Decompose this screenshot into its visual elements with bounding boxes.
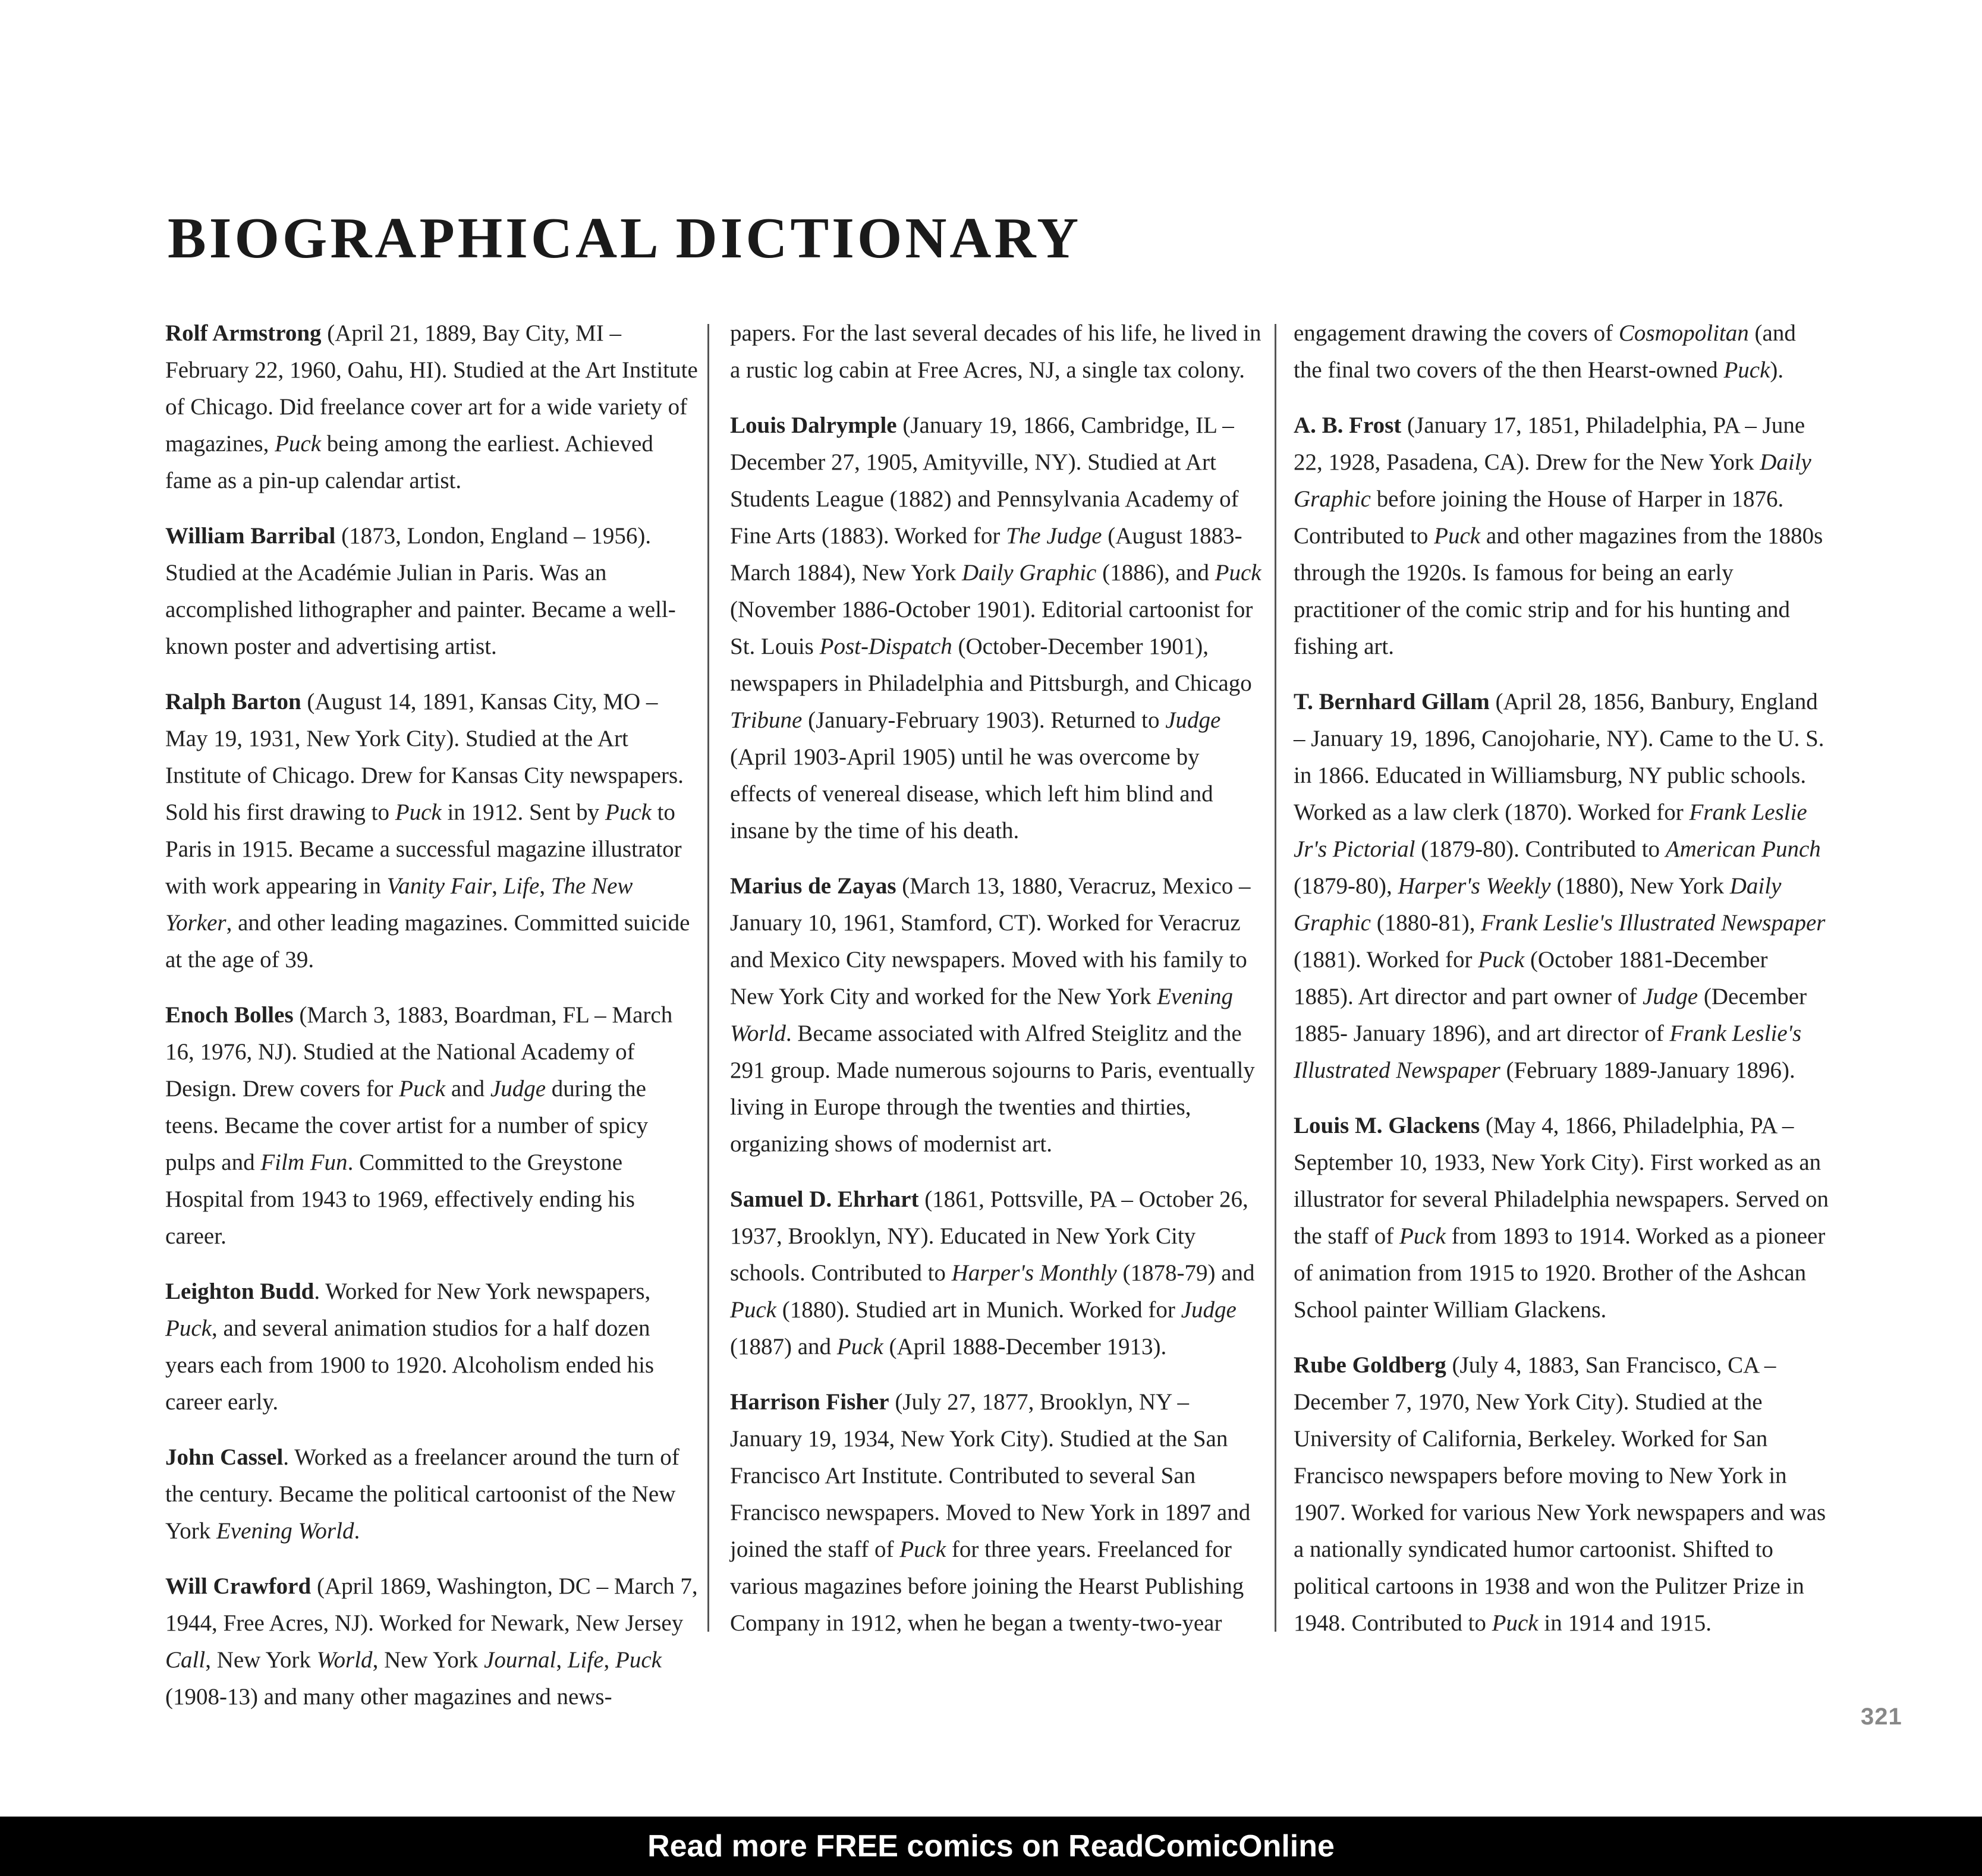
bio-entry-text: (February 1889-January 1896). bbox=[1500, 1057, 1795, 1083]
bio-entry-text: (October 1881-December 1885). Art director and part owner of bbox=[1294, 947, 1768, 1009]
publication-title: Puck bbox=[1492, 1610, 1539, 1636]
bio-entry-text: (April 1869, Washington, DC – March 7, 1944, Free Acres, NJ). Worked for Newark, New Jersey bbox=[165, 1573, 698, 1636]
bio-entry-text: (April 21, 1889, Bay City, MI – February 22, 1960, Oahu, HI). Studied at the Art Institute of Chicago. Did freelance cover art for a wide variety of magazines, bbox=[165, 320, 698, 457]
bio-entry-text: (and the final two covers of the then Hearst-owned bbox=[1294, 320, 1796, 383]
bio-entry-name: T. Bernhard Gillam bbox=[1294, 689, 1490, 714]
bio-entry-text: , bbox=[539, 873, 551, 899]
bio-entry-text: from 1893 to 1914. Worked as a pioneer of animation from 1915 to 1920. Brother of the Ashcan School painter William Glackens. bbox=[1294, 1223, 1826, 1323]
publication-title: Puck bbox=[1434, 523, 1481, 549]
bio-entry bbox=[730, 1384, 1265, 1642]
bio-entry-name: Will Crawford bbox=[165, 1573, 312, 1599]
publication-title: Call bbox=[165, 1647, 206, 1673]
publication-title: Puck bbox=[615, 1647, 662, 1673]
bio-entry bbox=[730, 407, 1265, 849]
bio-entry-text: (1908-13) and many other magazines and news- bbox=[165, 1684, 612, 1710]
bio-entry-text: (July 4, 1883, San Francisco, CA – December 7, 1970, New York City). Studied at the University of California, Berkeley. Worked for San Francisco newspapers before moving to New York in 1907. Worked for various New York newspapers and was a nationally syndicated humor cartoonist. Shifted to political cartoons in 1938 and won the Pulitzer Prize in 1948. Contributed to bbox=[1294, 1352, 1826, 1636]
bio-entry-name: Leighton Budd bbox=[165, 1279, 314, 1304]
bio-entry bbox=[165, 684, 700, 978]
bio-entry-text: (April 1888-December 1913). bbox=[883, 1334, 1167, 1359]
bio-entry bbox=[1294, 407, 1829, 665]
bio-entry-text: . Committed to the Greystone Hospital from 1943 to 1969, effectively ending his career. bbox=[165, 1150, 635, 1249]
bio-entry-text: (1879-80), bbox=[1294, 873, 1398, 899]
bio-entry-text: before joining the House of Harper in 1876. Contributed to bbox=[1294, 486, 1784, 549]
publication-title: Tribune bbox=[730, 707, 803, 733]
column-divider bbox=[1275, 324, 1276, 1632]
publication-title: Puck bbox=[1399, 1223, 1446, 1249]
publication-title: Judge bbox=[490, 1076, 546, 1101]
bio-entry-text: engagement drawing the covers of bbox=[1294, 320, 1619, 346]
bio-entry-text: (1887) and bbox=[730, 1334, 837, 1359]
promo-banner[interactable]: Read more FREE comics on ReadComicOnline bbox=[0, 1817, 1982, 1876]
publication-title: Puck bbox=[275, 431, 322, 457]
bio-entry-text: in 1912. Sent by bbox=[441, 799, 605, 825]
bio-entry-name: William Barribal bbox=[165, 523, 336, 549]
bio-entry-name: Louis Dalrymple bbox=[730, 413, 897, 438]
bio-entry-text: (January 19, 1866, Cambridge, IL – December 27, 1905, Amityville, NY). Studied at Art Students League (1882) and Pennsylvania Academy of Fine Arts (1883). Worked for bbox=[730, 413, 1239, 549]
publication-title: Post-Dispatch bbox=[819, 634, 952, 659]
publication-title: Puck bbox=[836, 1334, 883, 1359]
bio-entry-name: Harrison Fisher bbox=[730, 1389, 889, 1415]
bio-entry-text: (1878-79) and bbox=[1116, 1260, 1255, 1286]
bio-entry-text: (August 14, 1891, Kansas City, MO – May 19, 1931, New York City). Studied at the Art Institute of Chicago. Drew for Kansas City newspapers. Sold his first drawing to bbox=[165, 689, 684, 825]
bio-entry-name: Ralph Barton bbox=[165, 689, 301, 714]
bio-entry-text: , bbox=[556, 1647, 568, 1673]
bio-entry-text: papers. For the last several decades of his life, he lived in a rustic log cabin at Free Acres, NJ, a single tax colony. bbox=[730, 320, 1261, 383]
bio-entry-text: (January-February 1903). Returned to bbox=[802, 707, 1166, 733]
bio-entry-text: , bbox=[603, 1647, 616, 1673]
bio-entry-text: and bbox=[445, 1076, 490, 1101]
bio-entry bbox=[165, 997, 700, 1255]
publication-title: Vanity Fair bbox=[386, 873, 492, 899]
bio-entry-text: (August 1883-March 1884), New York bbox=[730, 523, 1242, 586]
publication-title: Life bbox=[567, 1647, 604, 1673]
text-column-3 bbox=[1294, 315, 1829, 1660]
publication-title: Evening World bbox=[730, 984, 1233, 1046]
bio-entry-name: Louis M. Glackens bbox=[1294, 1113, 1480, 1138]
bio-entry-name: John Cassel bbox=[165, 1444, 284, 1470]
bio-entry-text: (October-December 1901), newspapers in Philadelphia and Pittsburgh, and Chicago bbox=[730, 634, 1252, 696]
bio-entry-text: , and several animation studios for a half dozen years each from 1900 to 1920. Alcoholism ended his career early. bbox=[165, 1315, 655, 1415]
column-divider bbox=[707, 324, 709, 1632]
bio-entry-text: (1881). Worked for bbox=[1294, 947, 1478, 972]
bio-entry-text: . Worked for New York newspapers, bbox=[314, 1279, 651, 1304]
publication-title: Frank Leslie's Illustrated Newspaper bbox=[1294, 1021, 1802, 1083]
bio-entry bbox=[165, 518, 700, 665]
bio-entry-text: (July 27, 1877, Brooklyn, NY – January 19, 1934, New York City). Studied at the San Francisco Art Institute. Contributed to several San Francisco newspapers. Moved to New York in 1897 and joined the staff of bbox=[730, 1389, 1251, 1562]
bio-entry-text: (1861, Pottsville, PA – October 26, 1937, Brooklyn, NY). Educated in New York City schools. Contributed to bbox=[730, 1186, 1248, 1286]
bio-entry-text: (1879-80). Contributed to bbox=[1415, 836, 1666, 862]
publication-title: Puck bbox=[395, 799, 442, 825]
bio-entry-text: and other magazines from the 1880s through the 1920s. Is famous for being an early practitioner of the comic strip and for his hunting and fishing art. bbox=[1294, 523, 1823, 659]
publication-title: Puck bbox=[1215, 560, 1261, 586]
publication-title: Judge bbox=[1165, 707, 1221, 733]
bio-entry-text: , New York bbox=[205, 1647, 317, 1673]
publication-title: World bbox=[316, 1647, 373, 1673]
publication-title: Cosmopolitan bbox=[1618, 320, 1749, 346]
publication-title: Puck bbox=[605, 799, 652, 825]
bio-entry bbox=[1294, 1107, 1829, 1329]
publication-title: Journal bbox=[484, 1647, 556, 1673]
bio-entry-text: (May 4, 1866, Philadelphia, PA – September 10, 1933, New York City). First worked as an illustrator for several Philadelphia newspapers. Served on the staff of bbox=[1294, 1113, 1829, 1249]
bio-entry-text: (March 13, 1880, Veracruz, Mexico – January 10, 1961, Stamford, CT). Worked for Veracruz and Mexico City newspapers. Moved with his family to New York City and worked for the New York bbox=[730, 873, 1251, 1009]
bio-entry-text: (1880-81), bbox=[1371, 910, 1481, 936]
publication-title: Frank Leslie's Illustrated Newspaper bbox=[1481, 910, 1826, 936]
bio-entry-text: , and other leading magazines. Committed suicide at the age of 39. bbox=[165, 910, 690, 972]
bio-entry-text: , New York bbox=[372, 1647, 485, 1673]
publication-title: Judge bbox=[1642, 984, 1698, 1009]
publication-title: Daily Graphic bbox=[961, 560, 1097, 586]
bio-entry bbox=[165, 1273, 700, 1421]
bio-entry bbox=[165, 1568, 700, 1716]
bio-entry-text: (1880), New York bbox=[1550, 873, 1730, 899]
bio-entry bbox=[165, 315, 700, 499]
page-number: 321 bbox=[1861, 1704, 1902, 1730]
bio-entry-name: A. B. Frost bbox=[1294, 413, 1402, 438]
page-title: BIOGRAPHICAL DICTIONARY bbox=[168, 206, 1082, 270]
bio-entry-name: Rolf Armstrong bbox=[165, 320, 322, 346]
publication-title: Harper's Monthly bbox=[951, 1260, 1117, 1286]
bio-entry bbox=[1294, 315, 1829, 389]
publication-title: Puck bbox=[165, 1315, 212, 1341]
text-column-1 bbox=[165, 315, 700, 1734]
bio-entry-text: . Worked as a freelancer around the turn of the century. Became the political cartoonist of the New York bbox=[165, 1444, 679, 1544]
publication-title: Puck bbox=[1478, 947, 1525, 972]
publication-title: Puck bbox=[899, 1537, 946, 1562]
publication-title: Frank Leslie Jr's Pictorial bbox=[1294, 799, 1807, 862]
bio-entry-text: . bbox=[354, 1518, 360, 1544]
publication-title: The New Yorker bbox=[165, 873, 633, 936]
bio-entry-text: to Paris in 1915. Became a successful magazine illustrator with work appearing in bbox=[165, 799, 682, 899]
bio-entry-text: during the teens. Became the cover artist for a number of spicy pulps and bbox=[165, 1076, 649, 1175]
publication-title: Judge bbox=[1181, 1297, 1237, 1323]
bio-entry-name: Rube Goldberg bbox=[1294, 1352, 1446, 1378]
bio-entry-text: (April 1903-April 1905) until he was overcome by effects of venereal disease, which left him blind and insane by the time of his death. bbox=[730, 744, 1213, 843]
publication-title: Harper's Weekly bbox=[1398, 873, 1551, 899]
bio-entry-text: (1880). Studied art in Munich. Worked for bbox=[776, 1297, 1181, 1323]
publication-title: Puck bbox=[399, 1076, 446, 1101]
bio-entry bbox=[730, 868, 1265, 1163]
bio-entry-name: Marius de Zayas bbox=[730, 873, 896, 899]
bio-entry-name: Enoch Bolles bbox=[165, 1002, 294, 1028]
bio-entry-text: . Became associated with Alfred Steiglitz and the 291 group. Made numerous sojourns to Paris, eventually living in Europe through the twenties and thirties, organizing shows of modernist art. bbox=[730, 1021, 1255, 1157]
bio-entry bbox=[1294, 684, 1829, 1089]
bio-entry-text: ). bbox=[1770, 357, 1784, 383]
publication-title: The Judge bbox=[1006, 523, 1102, 549]
bio-entry-text: in 1914 and 1915. bbox=[1538, 1610, 1712, 1636]
publication-title: Puck bbox=[730, 1297, 776, 1323]
publication-title: Evening World bbox=[216, 1518, 354, 1544]
bio-entry-text: (April 28, 1856, Banbury, England – January 19, 1896, Canojoharie, NY). Came to the U. S. in 1866. Educated in Williamsburg, NY public schools. Worked as a law clerk (1870). Worked for bbox=[1294, 689, 1824, 825]
bio-entry bbox=[1294, 1347, 1829, 1642]
publication-title: Film Fun bbox=[260, 1150, 348, 1175]
bio-entry-text: being among the earliest. Achieved fame as a pin-up calendar artist. bbox=[165, 431, 653, 493]
bio-entry-text: (March 3, 1883, Boardman, FL – March 16, 1976, NJ). Studied at the National Academy of Design. Drew covers for bbox=[165, 1002, 673, 1101]
bio-entry-text: (November 1886-October 1901). Editorial cartoonist for St. Louis bbox=[730, 597, 1253, 659]
text-column-2 bbox=[730, 315, 1265, 1660]
publication-title: Daily Graphic bbox=[1294, 449, 1811, 512]
bio-entry-text: (1886), and bbox=[1096, 560, 1215, 586]
publication-title: American Punch bbox=[1665, 836, 1821, 862]
bio-entry bbox=[165, 1439, 700, 1550]
publication-title: Puck bbox=[1723, 357, 1770, 383]
bio-entry-text: (January 17, 1851, Philadelphia, PA – June 22, 1928, Pasadena, CA). Drew for the New York bbox=[1294, 413, 1805, 475]
publication-title: Life bbox=[503, 873, 540, 899]
bio-entry bbox=[730, 315, 1265, 389]
bio-entry-text: for three years. Freelanced for various magazines before joining the Hearst Publishing Company in 1912, when he began a twenty-two-year bbox=[730, 1537, 1244, 1636]
bio-entry-name: Samuel D. Ehrhart bbox=[730, 1186, 919, 1212]
bio-entry-text: , bbox=[492, 873, 504, 899]
publication-title: Daily Graphic bbox=[1294, 873, 1782, 936]
bio-entry bbox=[730, 1181, 1265, 1365]
bio-entry-text: (December 1885- January 1896), and art director of bbox=[1294, 984, 1807, 1046]
bio-entry-text: (1873, London, England – 1956). Studied at the Académie Julian in Paris. Was an accomplished lithographer and painter. Became a well-known poster and advertising artist. bbox=[165, 523, 676, 659]
